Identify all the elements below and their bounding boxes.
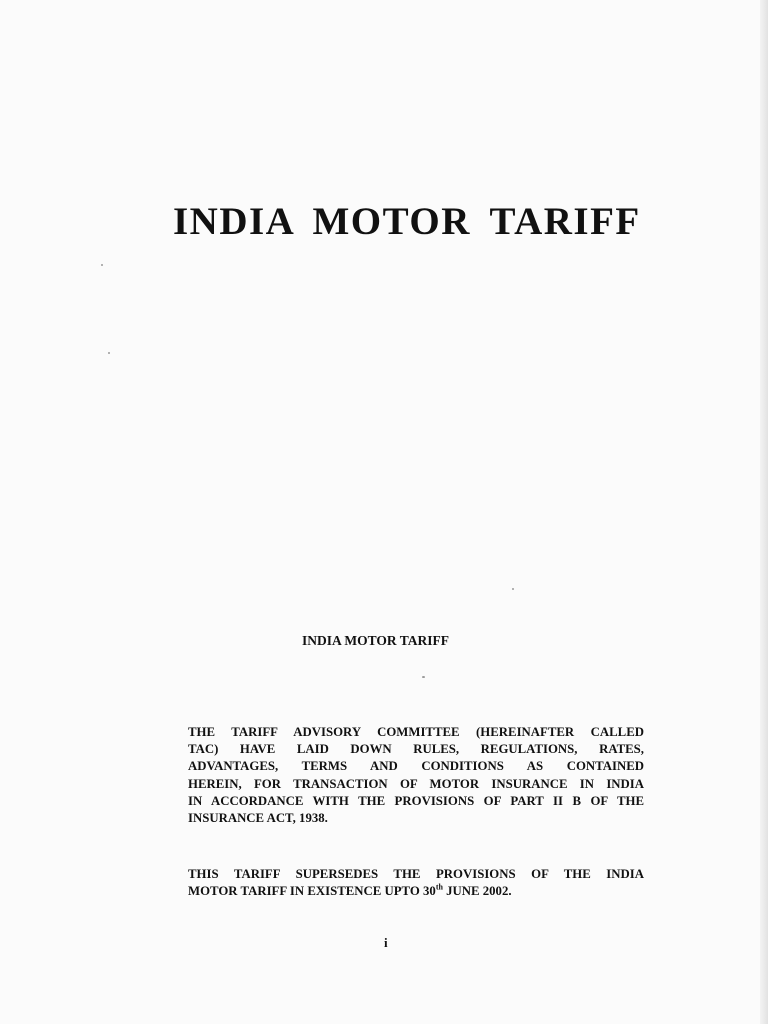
intro-paragraph-line: HEREIN, FOR TRANSACTION OF MOTOR INSURANCE IN INDIA bbox=[188, 776, 644, 791]
supersedes-paragraph-line bbox=[188, 883, 644, 900]
intro-paragraph-line: IN ACCORDANCE WITH THE PROVISIONS OF PART II B OF THE bbox=[188, 793, 644, 808]
supersedes-paragraph bbox=[188, 866, 644, 900]
supersedes-text: MOTOR TARIFF IN EXISTENCE UPTO 30 bbox=[188, 884, 436, 899]
intro-paragraph-line: ADVANTAGES, TERMS AND CONDITIONS AS CONTAINED bbox=[188, 759, 644, 774]
intro-paragraph-line: INSURANCE ACT, 1938. bbox=[188, 811, 328, 826]
supersedes-date-text: JUNE 2002. bbox=[442, 884, 512, 899]
scan-speck bbox=[512, 588, 514, 590]
document-subtitle: INDIA MOTOR TARIFF bbox=[302, 633, 450, 648]
intro-paragraph bbox=[188, 724, 644, 827]
document-title: INDIA MOTOR TARIFF bbox=[173, 200, 641, 243]
scan-speck bbox=[101, 264, 103, 266]
intro-paragraph-line: TAC) HAVE LAID DOWN RULES, REGULATIONS, RATES, bbox=[188, 742, 644, 757]
page-number: i bbox=[384, 935, 388, 950]
supersedes-paragraph-line: THIS TARIFF SUPERSEDES THE PROVISIONS OF THE INDIA bbox=[188, 867, 644, 881]
date-superscript: th bbox=[435, 882, 443, 892]
intro-paragraph-line: THE TARIFF ADVISORY COMMITTEE (HEREINAFTER CALLED bbox=[188, 725, 644, 739]
scan-edge-shadow bbox=[760, 0, 768, 1024]
scan-speck bbox=[108, 352, 110, 354]
scan-speck bbox=[422, 676, 425, 678]
